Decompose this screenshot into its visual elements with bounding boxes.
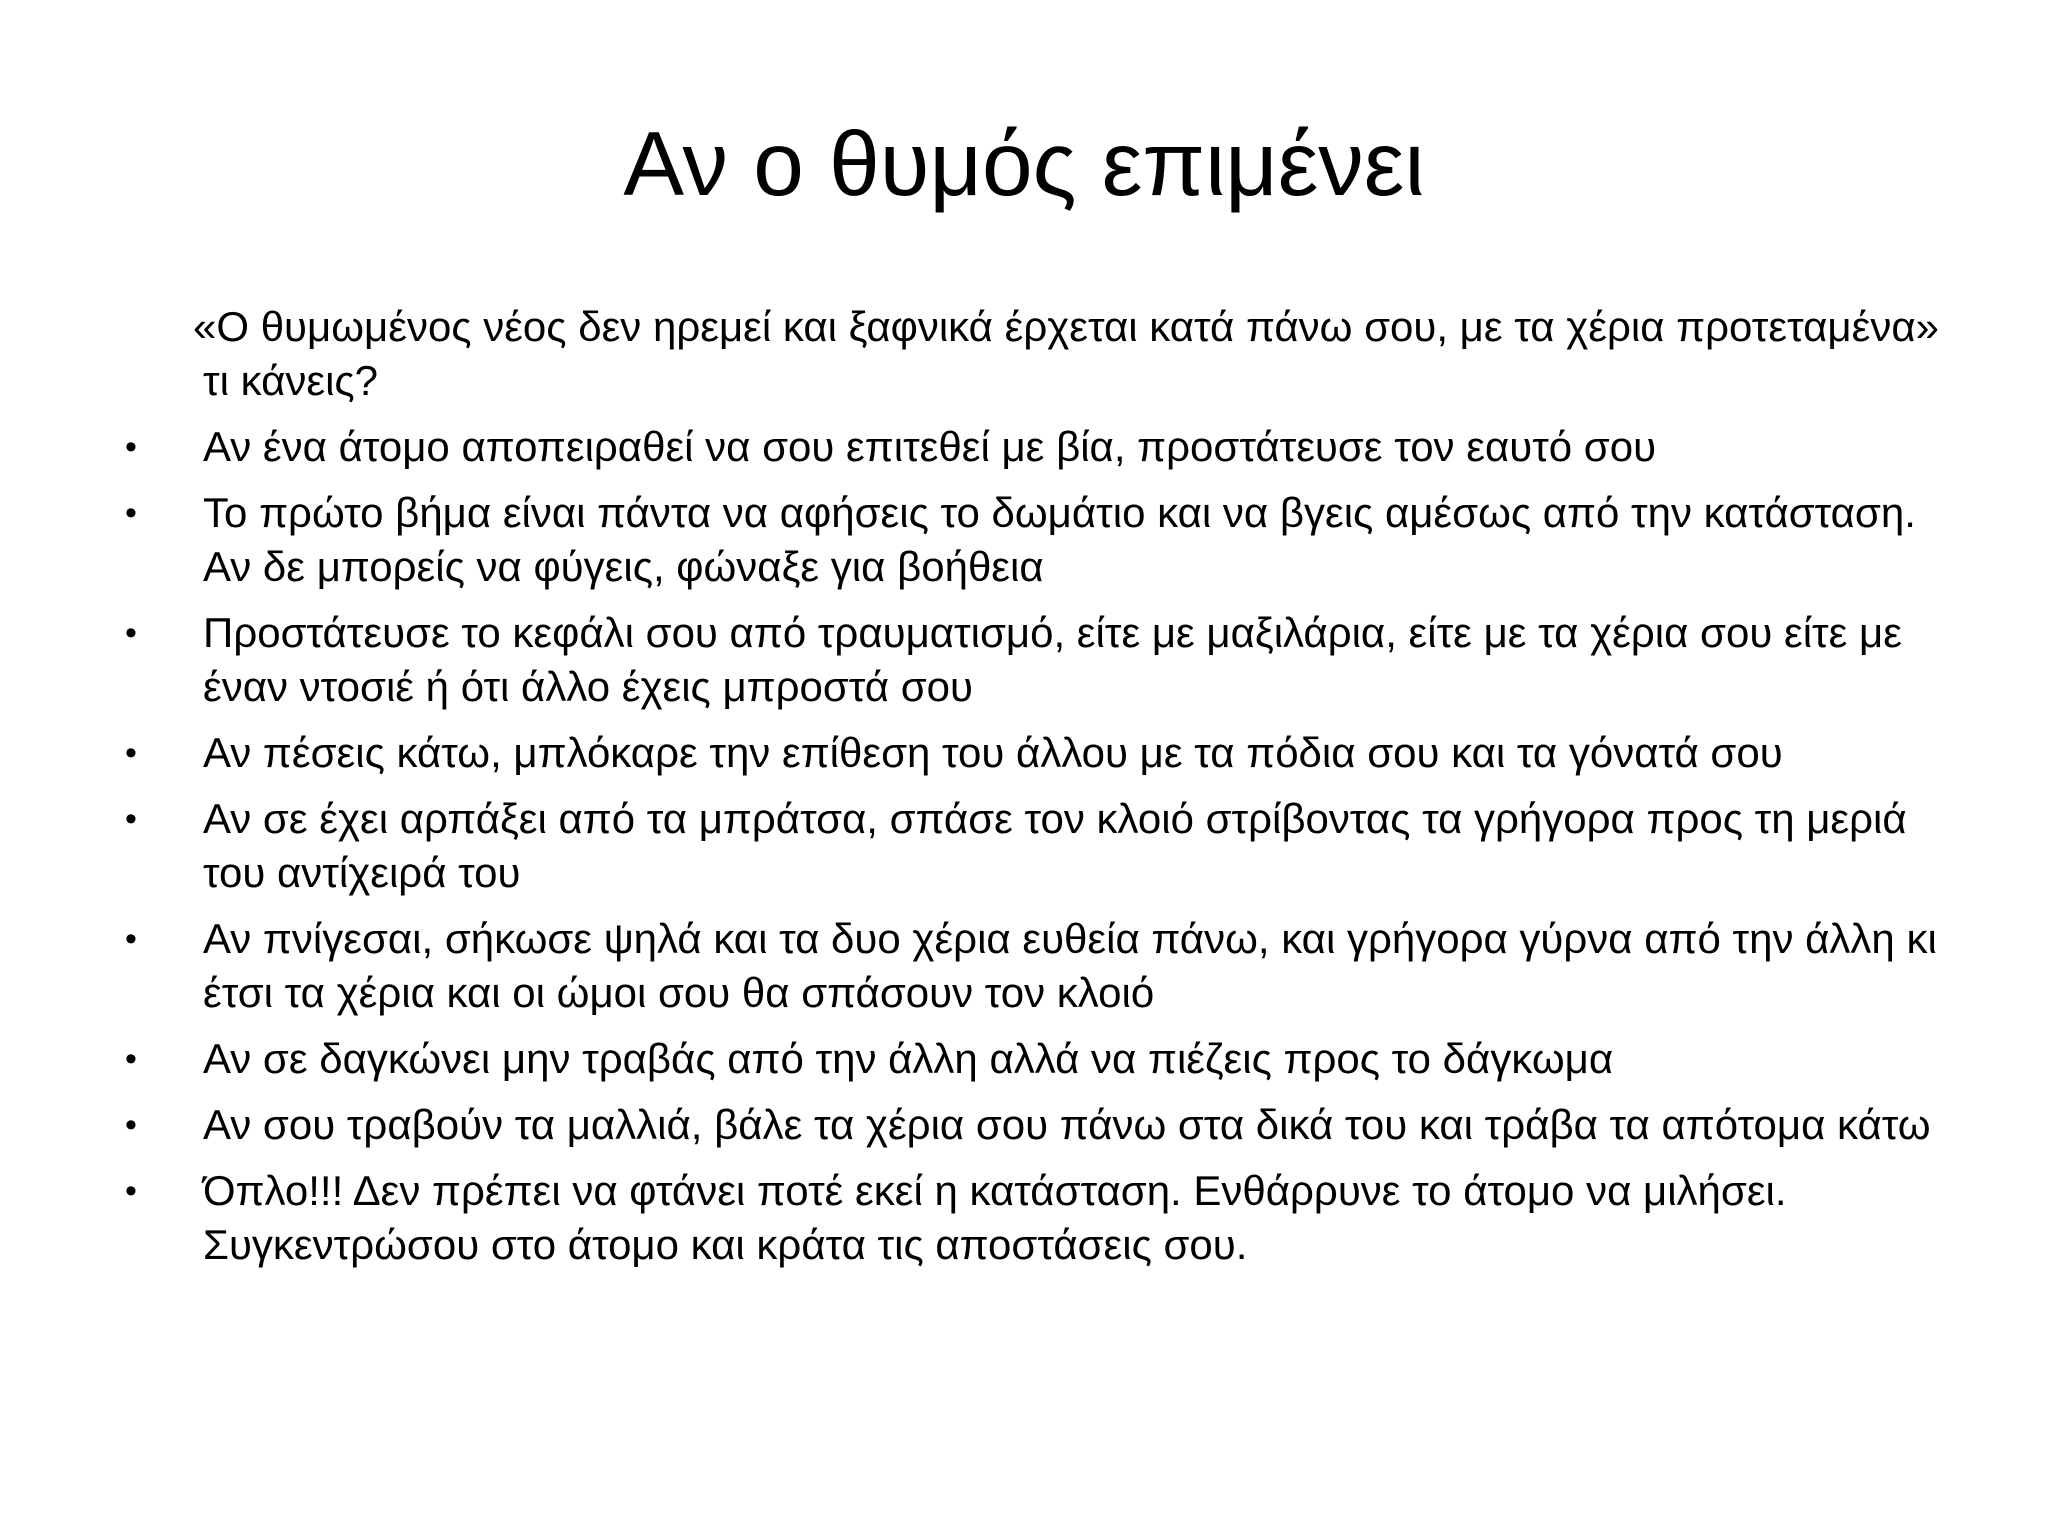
slide-body (125, 300, 1965, 1284)
bullet-text: Αν πνίγεσαι, σήκωσε ψηλά και τα δυο χέρια ευθεία πάνω, και γρήγορα γύρνα από την άλλη κι έτσι τα χέρια και οι ώμοι σου θα σπάσουν τον κλοιό (203, 915, 1937, 1016)
slide-title: Αν ο θυμός επιμένει (623, 114, 1425, 215)
bullet-icon: • (125, 1172, 137, 1210)
bullet-text: Το πρώτο βήμα είναι πάντα να αφήσεις το δωμάτιο και να βγεις αμέσως από την κατάσταση. Αν δε μπορείς να φύγεις, φώναξε για βοήθεια (203, 489, 1916, 590)
bullet-text: Όπλο!!! Δεν πρέπει να φτάνει ποτέ εκεί η κατάσταση. Ενθάρρυνε το άτομο να μιλήσει. Συγκεντρώσου στο άτομο και κράτα τις αποστάσεις σου. (203, 1167, 1787, 1268)
bullet-icon: • (125, 920, 137, 958)
bullet-text: Αν πέσεις κάτω, μπλόκαρε την επίθεση του άλλου με τα πόδια σου και τα γόνατά σου (203, 729, 1783, 776)
bullet-text: Αν σε δαγκώνει μην τραβάς από την άλλη αλλά να πιέζεις προς το δάγκωμα (203, 1035, 1614, 1082)
bullet-item (125, 1032, 1965, 1086)
bullet-item (125, 792, 1965, 900)
bullet-item (125, 606, 1965, 714)
bullet-icon: • (125, 494, 137, 532)
bullet-text: Αν σου τραβούν τα μαλλιά, βάλε τα χέρια σου πάνω στα δικά του και τράβα τα απότομα κάτω (203, 1101, 1931, 1148)
intro-paragraph (125, 300, 1965, 408)
bullet-icon: • (125, 734, 137, 772)
bullet-item (125, 912, 1965, 1020)
bullet-list (125, 420, 1965, 1272)
intro-text: «Ο θυμωμένος νέος δεν ηρεμεί και ξαφνικά έρχεται κατά πάνω σου, με τα χέρια προτεταμένα» τι κάνεις? (193, 303, 1939, 404)
bullet-item (125, 1098, 1965, 1152)
bullet-icon: • (125, 800, 137, 838)
bullet-icon: • (125, 1106, 137, 1144)
bullet-icon: • (125, 614, 137, 652)
bullet-item (125, 486, 1965, 594)
bullet-icon: • (125, 428, 137, 466)
bullet-item (125, 1164, 1965, 1272)
bullet-text: Αν σε έχει αρπάξει από τα μπράτσα, σπάσε τον κλοιό στρίβοντας τα γρήγορα προς τη μεριά του αντίχειρά του (203, 795, 1907, 896)
bullet-icon: • (125, 1040, 137, 1078)
bullet-text: Αν ένα άτομο αποπειραθεί να σου επιτεθεί με βία, προστάτευσε τον εαυτό σου (203, 423, 1657, 470)
bullet-item (125, 420, 1965, 474)
bullet-text: Προστάτευσε το κεφάλι σου από τραυματισμό, είτε με μαξιλάρια, είτε με τα χέρια σου είτε με έναν ντοσιέ ή ότι άλλο έχεις μπροστά σου (203, 609, 1902, 710)
bullet-item (125, 726, 1965, 780)
